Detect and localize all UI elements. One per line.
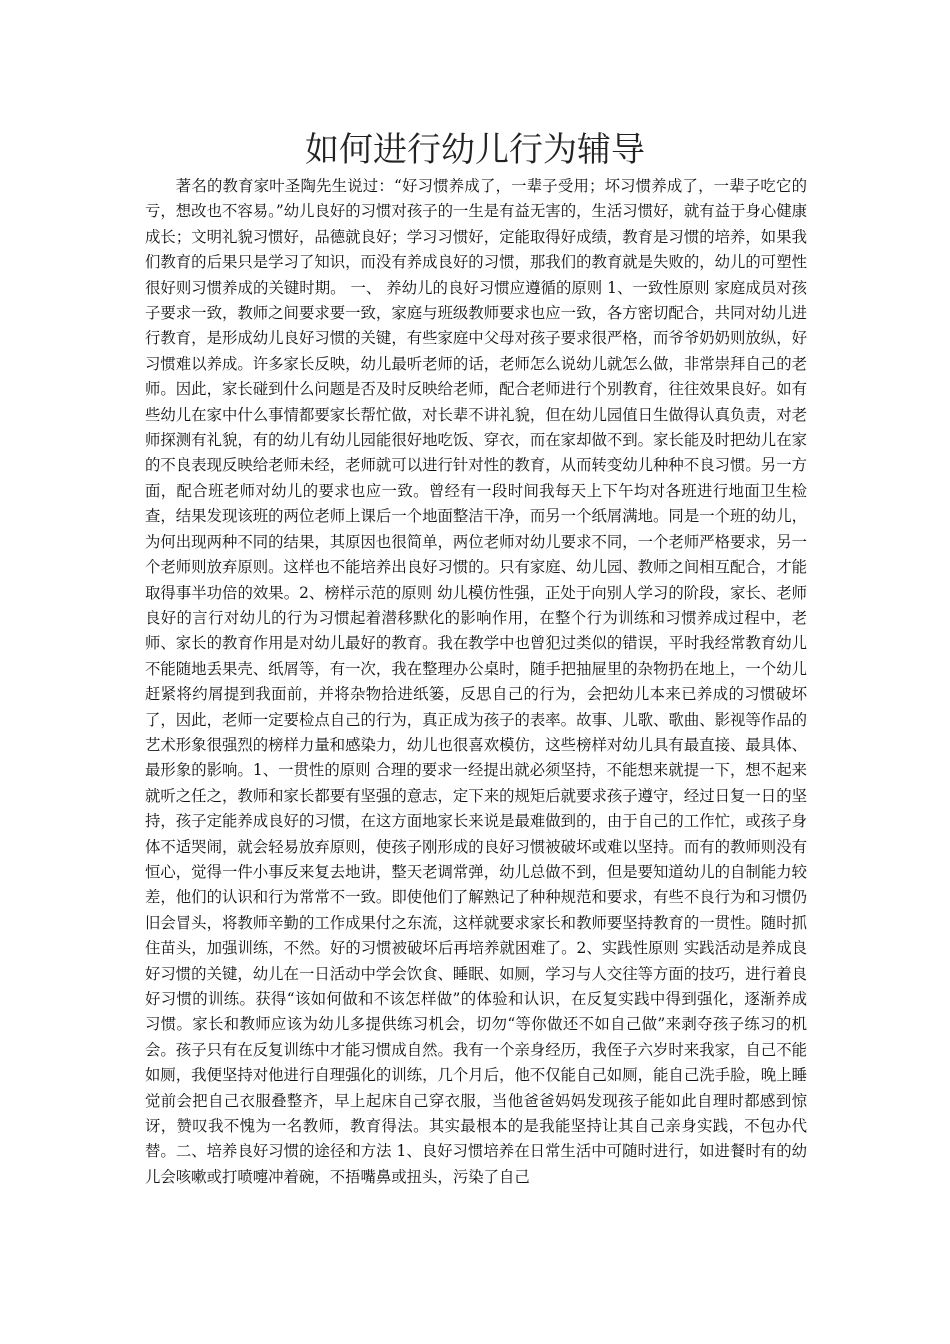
document-body: 著名的教育家叶圣陶先生说过：“好习惯养成了，一辈子受用；坏习惯养成了，一辈子吃它的亏，想改也不容易。”幼儿良好的习惯对孩子的一生是有益无害的，生活习惯好，就有益于身心健康成长；文明礼貌习惯好，品德就良好；学习习惯好，定能取得好成绩，教育是习惯的培养，如果我们教育的后果只是学习了知识，而没有养成良好的习惯，那我们的教育就是失败的，幼儿的可塑性很好则习惯养成的关键时期。 一、 养幼儿的良好习惯应遵循的原则 1、一致性原则 家庭成员对孩子要求一致，教师之间要求要一致，家庭与班级教师要求也应一致，各方密切配合，共同对幼儿进行教育，是形成幼儿良好习惯的关键，有些家庭中父母对孩子要求很严格，而爷爷奶奶则放纵，好习惯难以养成。许多家长反映，幼儿最听老师的话，老师怎么说幼儿就怎么做，非常崇拜自己的老师。因此，家长碰到什么问题是否及时反映给老师，配合老师进行个别教育，往往效果良好。如有些幼儿在家中什么事情都要家长帮忙做，对长辈不讲礼貌，但在幼儿园值日生做得认真负责，对老师探测有礼貌，有的幼儿有幼儿园能很好地吃饭、穿衣，而在家却做不到。家长能及时把幼儿在家的不良表现反映给老师未经，老师就可以进行针对性的教育，从而转变幼儿种种不良习惯。另一方面，配合班老师对幼儿的要求也应一致。曾经有一段时间我每天上下午均对各班进行地面卫生检查，结果发现该班的两位老师上课后一个地面整洁干净，而另一个纸屑满地。同是一个班的幼儿，为何出现两种不同的结果，其原因也很简单，两位老师对幼儿要求不同，一个老师严格要求，另一个老师则放弃原则。这样也不能培养出良好习惯的。只有家庭、幼儿园、教师之间相互配合，才能取得事半功倍的效果。2、榜样示范的原则 幼儿模仿性强，正处于向别人学习的阶段，家长、老师良好的言行对幼儿的行为习惯起着潜移默化的影响作用，在整个行为训练和习惯养成过程中，老师、家长的教育作用是对幼儿最好的教育。我在教学中也曾犯过类似的错误，平时我经常教育幼儿不能随地丢果壳、纸屑等，有一次，我在整理办公桌时，随手把抽屉里的杂物扔在地上，一个幼儿赶紧将约屑提到我面前，并将杂物拾进纸篓，反思自己的行为，会把幼儿本来已养成的习惯破坏了，因此，老师一定要检点自己的行为，真正成为孩子的表率。故事、儿歌、歌曲、影视等作品的艺术形象很强烈的榜样力量和感染力，幼儿也很喜欢模仿，这些榜样对幼儿具有最直接、最具体、最形象的影响。1、一贯性的原则 合理的要求一经提出就必须坚持，不能想来就提一下，想不起来就听之任之，教师和家长都要有坚强的意志，定下来的规矩后就要求孩子遵守，经过日复一日的坚持，孩子定能养成良好的习惯，在这方面地家长来说是最难做到的，由于自己的工作忙，或孩子身体不适哭闹，就会轻易放弃原则，使孩子刚形成的良好习惯被破坏或难以坚持。而有的教师则没有恒心，觉得一件小事反来复去地讲，整天老调常弹，幼儿总做不到，但是要知道幼儿的自制能力较差，他们的认识和行为常常不一致。即使他们了解熟记了种种规范和要求，有些不良行为和习惯仍旧会冒头，将教师辛勤的工作成果付之东流，这样就要求家长和教师要坚持教育的一贯性。随时抓住苗头，加强训练，不然。好的习惯被破坏后再培养就困难了。2、实践性原则 实践活动是养成良好习惯的关键，幼儿在一日活动中学会饮食、睡眠、如厕，学习与人交往等方面的技巧，进行着良好习惯的训练。获得“该如何做和不该怎样做”的体验和认识，在反复实践中得到强化，逐渐养成习惯。家长和教师应该为幼儿多提供练习机会，切勿“等你做还不如自己做”来剥夺孩子练习的机会。孩子只有在反复训练中才能习惯成自然。我有一个亲身经历，我侄子六岁时来我家，自己不能如厕，我便坚持对他进行自理强化的训练，几个月后，他不仅能自己如厕，能自己洗手脸，晚上睡觉前会把自己衣服叠整齐，早上起床自己穿衣服，当他爸爸妈妈发现孩子能如此自理时都感到惊讶，赞叹我不愧为一名教师，教育得法。其实最根本的是我能坚持让其自己亲身实践，不包办代替。二、培养良好习惯的途径和方法 1、良好习惯培养在日常生活中可随时进行，如进餐时有的幼儿会咳嗽或打喷嚏冲着碗，不捂嘴鼻或扭头，污染了自己 [145, 177, 807, 1186]
document-title: 如何进行幼儿行为辅导 [305, 130, 645, 170]
